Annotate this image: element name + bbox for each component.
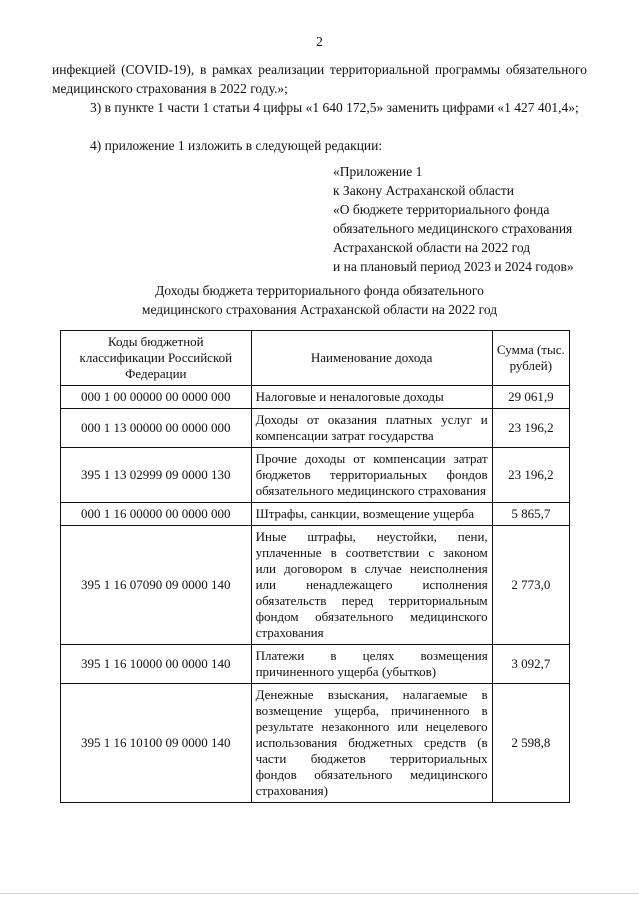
table-header-row xyxy=(61,331,570,386)
table-row xyxy=(61,386,570,409)
row-code: 395 1 16 07090 09 0000 140 xyxy=(61,526,252,645)
row-sum: 29 061,9 xyxy=(492,386,569,409)
row-name: Иные штрафы, неустойки, пени, уплаченные в соответствии с законом или договором в случае неисполнения или ненадлежащего исполнения обязательств перед территориальным фондом обязательного медицинского страхования xyxy=(251,526,492,645)
table-row xyxy=(61,526,570,645)
row-name: Доходы от оказания платных услуг и компенсации затрат государства xyxy=(251,409,492,448)
row-name: Денежные взыскания, налагаемые в возмещение ущерба, причиненного в результате незаконного или нецелевого использования бюджетных средств (в части бюджетов территориальных фондов обязательного медицинского страхования) xyxy=(251,684,492,803)
paragraph-continuation: инфекцией (COVID-19), в рамках реализации территориальной программы обязательного медицинского страхования в 2022 году.»; xyxy=(52,62,587,96)
header-code: Коды бюджетной классификации Российской Федерации xyxy=(61,331,252,386)
row-code: 000 1 13 00000 00 0000 000 xyxy=(61,409,252,448)
revenue-table xyxy=(60,330,570,803)
table-title xyxy=(0,281,639,319)
row-sum: 2 773,0 xyxy=(492,526,569,645)
table-row xyxy=(61,684,570,803)
appendix-header xyxy=(333,162,623,276)
page-bottom-divider xyxy=(0,893,639,894)
page-number: 2 xyxy=(316,34,323,49)
table-row xyxy=(61,645,570,684)
appendix-line: «Приложение 1 xyxy=(333,164,423,179)
row-sum: 5 865,7 xyxy=(492,503,569,526)
table-row xyxy=(61,409,570,448)
table-title-line: медицинского страхования Астраханской области на 2022 год xyxy=(141,302,498,317)
appendix-line: к Закону Астраханской области xyxy=(333,183,515,198)
paragraph-item-3: 3) в пункте 1 части 1 статьи 4 цифры «1 640 172,5» заменить цифрами «1 427 401,4»; xyxy=(90,100,579,115)
row-code: 395 1 13 02999 09 0000 130 xyxy=(61,448,252,503)
row-name: Штрафы, санкции, возмещение ущерба xyxy=(251,503,492,526)
row-code: 395 1 16 10100 09 0000 140 xyxy=(61,684,252,803)
row-name: Налоговые и неналоговые доходы xyxy=(251,386,492,409)
appendix-line: Астраханской области на 2022 год xyxy=(333,240,531,255)
header-name: Наименование дохода xyxy=(251,331,492,386)
header-sum: Сумма (тыс. рублей) xyxy=(492,331,569,386)
row-code: 395 1 16 10000 00 0000 140 xyxy=(61,645,252,684)
row-sum: 23 196,2 xyxy=(492,409,569,448)
table-title-line: Доходы бюджета территориального фонда обязательного xyxy=(155,283,484,298)
row-code: 000 1 00 00000 00 0000 000 xyxy=(61,386,252,409)
row-sum: 23 196,2 xyxy=(492,448,569,503)
table-row xyxy=(61,448,570,503)
appendix-line: и на плановый период 2023 и 2024 годов» xyxy=(333,259,574,274)
row-code: 000 1 16 00000 00 0000 000 xyxy=(61,503,252,526)
appendix-line: «О бюджете территориального фонда xyxy=(333,202,550,217)
row-sum: 2 598,8 xyxy=(492,684,569,803)
row-name: Прочие доходы от компенсации затрат бюджетов территориальных фондов обязательного медицинского страхования xyxy=(251,448,492,503)
row-name: Платежи в целях возмещения причиненного ущерба (убытков) xyxy=(251,645,492,684)
table-row xyxy=(61,503,570,526)
row-sum: 3 092,7 xyxy=(492,645,569,684)
paragraph-item-4: 4) приложение 1 изложить в следующей редакции: xyxy=(90,138,383,153)
appendix-line: обязательного медицинского страхования xyxy=(333,221,573,236)
